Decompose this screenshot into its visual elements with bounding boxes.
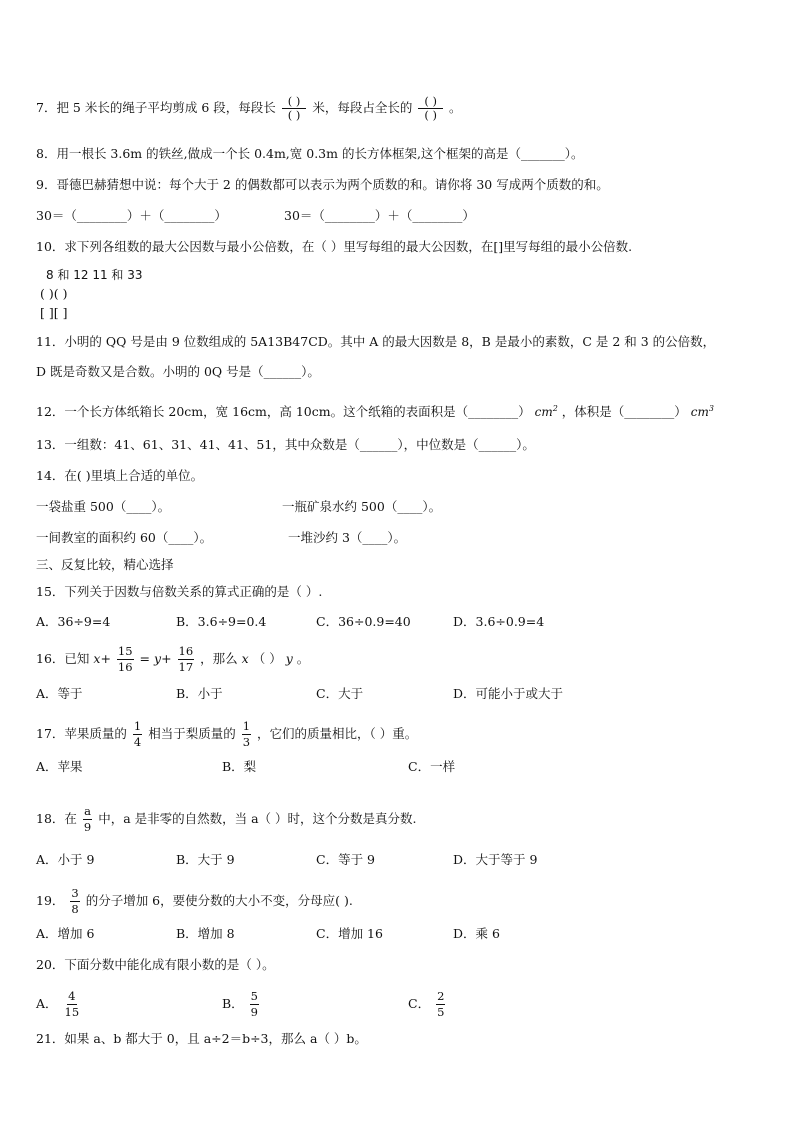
question-9: 9．哥德巴赫猜想中说：每个大于 2 的偶数都可以表示为两个质数的和。请你将 30 写成两个质数的和。 bbox=[36, 177, 609, 192]
question-11-line-1: 11．小明的 QQ 号是由 9 位数组成的 5A13B47CD。其中 A 的最大因数是 8，B 是最小的素数，C 是 2 和 3 的公倍数， bbox=[36, 334, 716, 349]
q14-item-a: 一袋盐重 500（____）。 bbox=[36, 499, 171, 514]
q7-fraction-blank-1: $\frac{( )}{( )}$ bbox=[282, 95, 307, 122]
q16-fraction-2: $\frac{16}{17}$ bbox=[178, 644, 194, 674]
q18-option-b[interactable]: B．大于 9 bbox=[176, 852, 235, 867]
q10-gcd-blanks: ( )( ) bbox=[40, 286, 68, 301]
question-12: 12．一个长方体纸箱长 20cm，宽 16cm，高 10cm。这个纸箱的表面积是（________） $cm^2$ ，体积是（________） $cm^3$ bbox=[36, 404, 714, 419]
unit-cm2: $cm^2$ bbox=[534, 404, 558, 419]
q9-equation-2: 30＝（________）＋（________） bbox=[284, 208, 475, 223]
q20-option-c[interactable]: C． $\frac{2}{5}$ bbox=[408, 989, 445, 1019]
question-15: 15．下列关于因数与倍数关系的算式正确的是（ ）. bbox=[36, 584, 323, 599]
q15-option-b[interactable]: B．3.6÷9=0.4 bbox=[176, 614, 267, 629]
q17-option-c[interactable]: C．一样 bbox=[408, 759, 456, 774]
q14-item-b: 一瓶矿泉水约 500（____）。 bbox=[282, 499, 442, 514]
q19-option-d[interactable]: D．乘 6 bbox=[453, 926, 500, 941]
q16-option-a[interactable]: A．等于 bbox=[36, 686, 83, 701]
q16-option-b[interactable]: B．小于 bbox=[176, 686, 223, 701]
question-14: 14．在( )里填上合适的单位。 bbox=[36, 468, 204, 483]
q16-fraction-1: $\frac{15}{16}$ bbox=[117, 644, 133, 674]
section-3-heading: 三、反复比较，精心选择 bbox=[36, 557, 174, 572]
q10-lcm-blanks: [ ][ ] bbox=[40, 305, 68, 320]
question-17: 17．苹果质量的 $\frac{1}{4}$ 相当于梨质量的 $\frac{1}{3}$ ，它们的质量相比，（ ）重。 bbox=[36, 719, 418, 749]
question-11-line-2: D 既是奇数又是合数。小明的 0Q 号是（______）。 bbox=[36, 364, 320, 379]
q20-option-a[interactable]: A． $\frac{4}{15}$ bbox=[36, 989, 80, 1019]
question-8: 8．用一根长 3.6m 的铁丝,做成一个长 0.4m,宽 0.3m 的长方体框架,这个框架的高是（_______）。 bbox=[36, 146, 584, 161]
q20-fraction-b: $\frac{5}{9}$ bbox=[250, 989, 258, 1019]
q18-option-a[interactable]: A．小于 9 bbox=[36, 852, 95, 867]
question-18: 18．在 $\frac{a}{9}$ 中，a 是非零的自然数，当 a（ ）时，这个分数是真分数. bbox=[36, 804, 417, 834]
question-16: 16．已知 x+ $\frac{15}{16}$ = y+ $\frac{16}{17}$ ，那么 x （ ） y 。 bbox=[36, 644, 310, 674]
q19-option-a[interactable]: A．增加 6 bbox=[36, 926, 95, 941]
question-13: 13．一组数：41、61、31、41、41、51，其中众数是（______），中位数是（______）。 bbox=[36, 437, 535, 452]
q14-item-c: 一间教室的面积约 60（____）。 bbox=[36, 530, 213, 545]
q18-fraction: $\frac{a}{9}$ bbox=[83, 804, 92, 834]
q17-option-b[interactable]: B．梨 bbox=[222, 759, 257, 774]
q19-option-b[interactable]: B．增加 8 bbox=[176, 926, 235, 941]
q20-option-b[interactable]: B． $\frac{5}{9}$ bbox=[222, 989, 258, 1019]
q18-option-d[interactable]: D．大于等于 9 bbox=[453, 852, 538, 867]
q19-fraction: $\frac{3}{8}$ bbox=[71, 886, 79, 916]
question-10: 10．求下列各组数的最大公因数与最小公倍数，在（ ）里写每组的最大公因数，在[]里写每组的最小公倍数. bbox=[36, 239, 633, 254]
q16-option-d[interactable]: D．可能小于或大于 bbox=[453, 686, 564, 701]
q7-text: 7．把 5 米长的绳子平均剪成 6 段，每段长 bbox=[36, 100, 276, 115]
q20-fraction-c: $\frac{2}{5}$ bbox=[437, 989, 445, 1019]
q20-fraction-a: $\frac{4}{15}$ bbox=[64, 989, 80, 1019]
question-19: 19． $\frac{3}{8}$ 的分子增加 6，要使分数的大小不变，分母应( ). bbox=[36, 886, 353, 916]
q10-number-pairs: 8 和 12 11 和 33 bbox=[46, 268, 143, 282]
q19-option-c[interactable]: C．增加 16 bbox=[316, 926, 383, 941]
q18-option-c[interactable]: C．等于 9 bbox=[316, 852, 375, 867]
q16-option-c[interactable]: C．大于 bbox=[316, 686, 364, 701]
q17-fraction-2: $\frac{1}{3}$ bbox=[242, 719, 251, 749]
q17-fraction-1: $\frac{1}{4}$ bbox=[133, 719, 142, 749]
q15-option-a[interactable]: A．36÷9=4 bbox=[36, 614, 111, 629]
question-7: 7．把 5 米长的绳子平均剪成 6 段，每段长 $\frac{( )}{( )}$ 米，每段占全长的 $\frac{( )}{( )}$ 。 bbox=[36, 94, 462, 122]
q17-option-a[interactable]: A．苹果 bbox=[36, 759, 83, 774]
q9-equation-1: 30＝（________）＋（________） bbox=[36, 208, 227, 223]
unit-cm3: $cm^3$ bbox=[690, 404, 714, 419]
question-20: 20．下面分数中能化成有限小数的是（ ）。 bbox=[36, 957, 275, 972]
q15-option-c[interactable]: C．36÷0.9=40 bbox=[316, 614, 411, 629]
question-21: 21．如果 a、b 都大于 0，且 a÷2＝b÷3，那么 a（ ）b。 bbox=[36, 1031, 367, 1046]
q7-fraction-blank-2: $\frac{( )}{( )}$ bbox=[418, 95, 443, 122]
q15-option-d[interactable]: D．3.6÷0.9=4 bbox=[453, 614, 545, 629]
q7-text-mid: 米，每段占全长的 bbox=[312, 100, 413, 115]
q14-item-d: 一堆沙约 3（____）。 bbox=[288, 530, 407, 545]
